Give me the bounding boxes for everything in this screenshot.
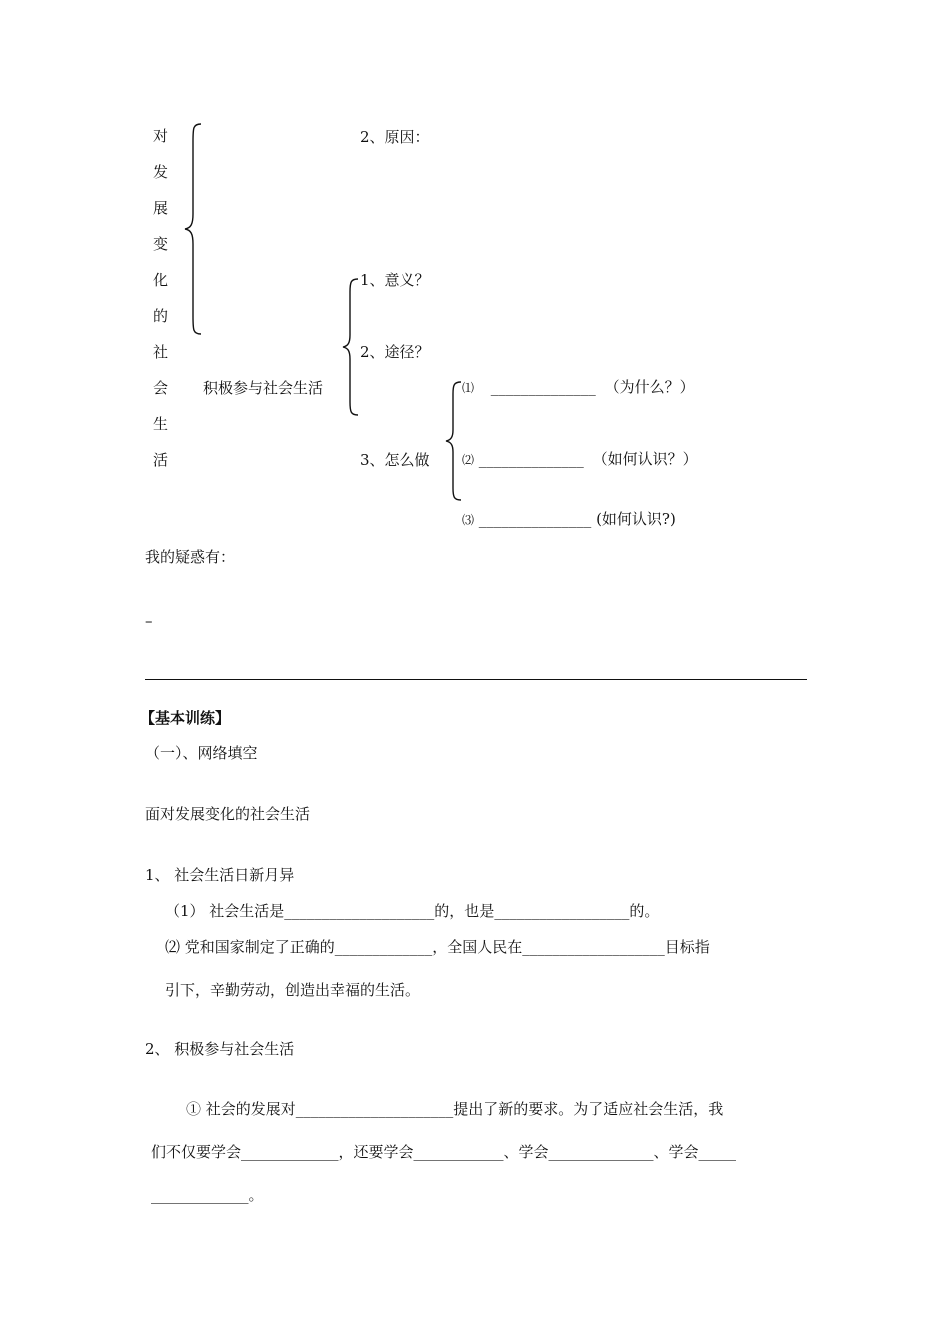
divider bbox=[145, 679, 807, 680]
vertical-title-char: 化 bbox=[153, 271, 169, 289]
hint: (如何认识?) bbox=[596, 510, 676, 528]
doubts-dash: – bbox=[145, 612, 153, 630]
vertical-title-char: 活 bbox=[153, 451, 169, 469]
item-number: ⑴ bbox=[462, 381, 475, 395]
vertical-title-char: 对 bbox=[153, 127, 169, 145]
item-number: ⑶ bbox=[462, 513, 475, 527]
item2-line1: ① 社会的发展对_____________________提出了新的要求。为了适应社会生活，我 bbox=[186, 1100, 724, 1118]
item1-line2: ⑵ 党和国家制定了正确的_____________，全国人民在___________________目标指 bbox=[165, 938, 710, 956]
item2-line3: _____________。 bbox=[151, 1186, 264, 1204]
how-item-2 bbox=[462, 452, 698, 467]
doubts-label: 我的疑惑有： bbox=[145, 548, 236, 566]
item1-line1: （1） 社会生活是____________________的，也是__________________的。 bbox=[165, 902, 660, 920]
blank: ______________ bbox=[478, 450, 584, 468]
hint: （为什么？） bbox=[604, 378, 695, 396]
item1-line3: 引下，辛勤劳动，创造出幸福的生活。 bbox=[165, 981, 421, 999]
vertical-title-char: 社 bbox=[153, 343, 169, 361]
brace-participate bbox=[341, 277, 361, 417]
vertical-title-char: 生 bbox=[153, 415, 169, 433]
training-heading: 【基本训练】 bbox=[140, 709, 231, 727]
vertical-title-char: 的 bbox=[153, 307, 169, 325]
item2-title: 2、 积极参与社会生活 bbox=[145, 1040, 295, 1058]
topic-title: 面对发展变化的社会生活 bbox=[145, 805, 311, 823]
brace-how bbox=[444, 380, 464, 502]
item2-line2: 们不仅要学会_____________，还要学会____________、学会______________、学会_____ bbox=[151, 1143, 737, 1161]
how-item-1 bbox=[462, 380, 695, 395]
how-label: 3、怎么做 bbox=[360, 451, 430, 469]
how-item-3 bbox=[462, 512, 676, 527]
path-label: 2、途径？ bbox=[360, 343, 430, 361]
meaning-label: 1、意义？ bbox=[360, 271, 430, 289]
hint: （如何认识？） bbox=[592, 450, 698, 468]
brace-main bbox=[183, 122, 205, 336]
participate-label: 积极参与社会生活 bbox=[203, 379, 324, 397]
reason-label: 2、原因： bbox=[360, 128, 430, 146]
vertical-title-char: 展 bbox=[153, 199, 169, 217]
blank: ______________ bbox=[490, 378, 596, 396]
vertical-title-char: 发 bbox=[153, 163, 169, 181]
vertical-title-char: 会 bbox=[153, 379, 169, 397]
section-title: （一）、网络填空 bbox=[145, 744, 258, 762]
blank: _______________ bbox=[478, 510, 592, 528]
vertical-title-char: 变 bbox=[153, 235, 169, 253]
item1-title: 1、 社会生活日新月异 bbox=[145, 866, 295, 884]
item-number: ⑵ bbox=[462, 453, 475, 467]
